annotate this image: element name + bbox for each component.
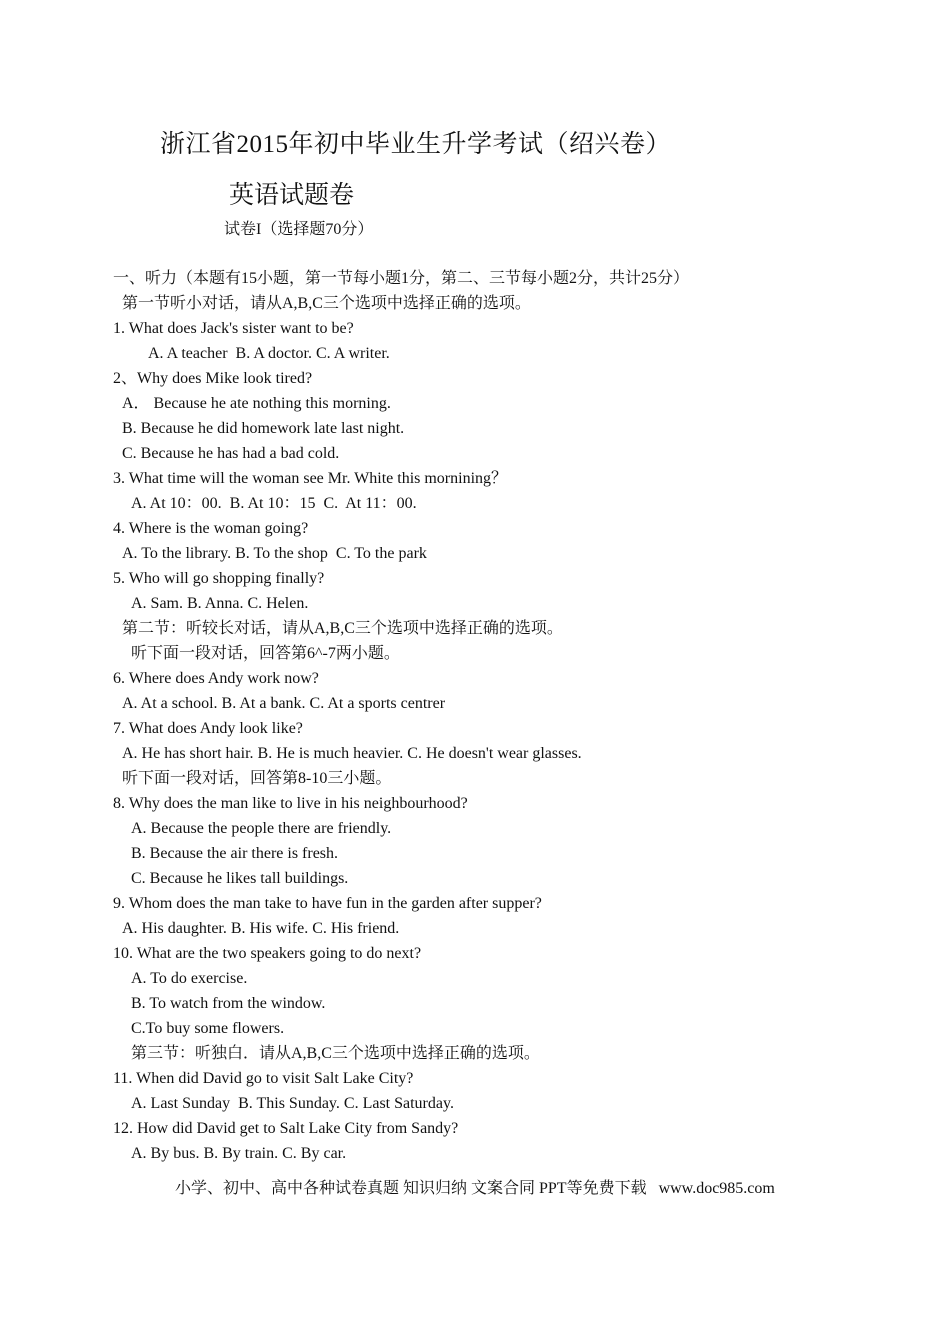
answer-options: A. His daughter. B. His wife. C. His friend. — [122, 920, 400, 937]
dialogue-instruction: 听下面一段对话，回答第8-10三小题。 — [122, 770, 392, 787]
footer-note: 小学、初中、高中各种试卷真题 知识归纳 文案合同 PPT等免费下载 www.doc985.com — [175, 1180, 775, 1197]
answer-options: A. Sam. B. Anna. C. Helen. — [131, 595, 309, 612]
answer-options: A. Last Sunday B. This Sunday. C. Last Saturday. — [131, 1095, 454, 1112]
question-text: 2、Why does Mike look tired? — [113, 370, 313, 387]
answer-option: B. To watch from the window. — [131, 995, 326, 1012]
answer-options: A. At 10：00. B. At 10：15 C. At 11：00. — [131, 495, 417, 512]
answer-option: C.To buy some flowers. — [131, 1020, 285, 1037]
answer-option: A. To do exercise. — [131, 970, 248, 987]
section-instruction: 第一节听小对话，请从A,B,C三个选项中选择正确的选项。 — [122, 295, 531, 312]
section-instruction: 第二节：听较长对话，请从A,B,C三个选项中选择正确的选项。 — [122, 620, 563, 637]
question-text: 12. How did David get to Salt Lake City from Sandy? — [113, 1120, 459, 1137]
answer-options: A. At a school. B. At a bank. C. At a sports centrer — [122, 695, 446, 712]
answer-options: A. He has short hair. B. He is much heavier. C. He doesn't wear glasses. — [122, 745, 582, 762]
answer-option: C. Because he has had a bad cold. — [122, 445, 340, 462]
dialogue-instruction: 听下面一段对话，回答第6^-7两小题。 — [131, 645, 400, 662]
question-text: 4. Where is the woman going? — [113, 520, 309, 537]
question-body — [0, 266, 950, 1166]
answer-options: A. A teacher B. A doctor. C. A writer. — [148, 345, 390, 362]
answer-options: A. To the library. B. To the shop C. To the park — [122, 545, 427, 562]
question-text: 3. What time will the woman see Mr. White this mornining？ — [113, 470, 508, 487]
answer-option: B. Because he did homework late last night. — [122, 420, 405, 437]
answer-option: A． Because he ate nothing this morning. — [122, 395, 391, 412]
answer-option: A. Because the people there are friendly. — [131, 820, 392, 837]
section-heading: 一、听力（本题有15小题，第一节每小题1分，第二、三节每小题2分，共计25分） — [113, 270, 690, 287]
paper-part-label: 试卷I（选择题70分） — [224, 221, 374, 238]
question-text: 10. What are the two speakers going to do next? — [113, 945, 422, 962]
question-text: 7. What does Andy look like? — [113, 720, 303, 737]
question-text: 9. Whom does the man take to have fun in the garden after supper? — [113, 895, 542, 912]
exam-title: 浙江省2015年初中毕业生升学考试（绍兴卷） — [160, 131, 672, 158]
question-text: 5. Who will go shopping finally? — [113, 570, 325, 587]
question-text: 1. What does Jack's sister want to be? — [113, 320, 354, 337]
question-text: 11. When did David go to visit Salt Lake City? — [113, 1070, 414, 1087]
exam-subtitle: 英语试题卷 — [229, 182, 355, 209]
section-instruction: 第三节：听独白．请从A,B,C三个选项中选择正确的选项。 — [131, 1045, 540, 1062]
answer-option: C. Because he likes tall buildings. — [131, 870, 349, 887]
question-text: 8. Why does the man like to live in his neighbourhood? — [113, 795, 468, 812]
answer-options: A. By bus. B. By train. C. By car. — [131, 1145, 347, 1162]
answer-option: B. Because the air there is fresh. — [131, 845, 339, 862]
question-text: 6. Where does Andy work now? — [113, 670, 319, 687]
